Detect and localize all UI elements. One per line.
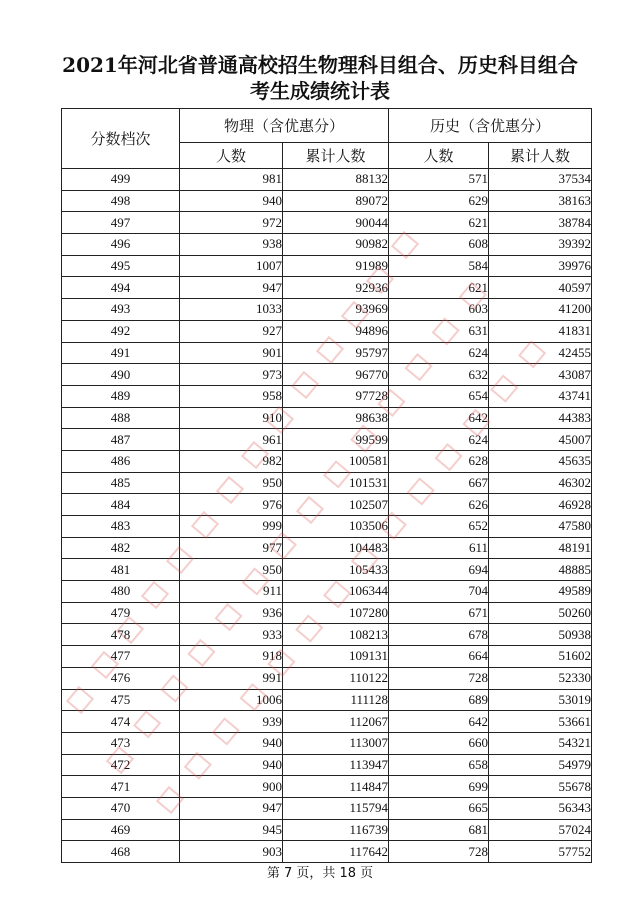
physics-cumulative-cell: 110122 [283, 667, 389, 689]
history-cumulative-cell: 53661 [489, 711, 592, 733]
physics-cumulative-cell: 92936 [283, 277, 389, 299]
history-cumulative-cell: 44383 [489, 407, 592, 429]
history-cumulative-cell: 40597 [489, 277, 592, 299]
history-count-cell: 728 [389, 667, 489, 689]
physics-count-cell: 903 [180, 841, 283, 863]
score-cell: 485 [62, 472, 180, 494]
page-footer: 第 7 页，共 18 页 [266, 866, 374, 881]
physics-count-cell: 918 [180, 646, 283, 668]
history-count-cell: 667 [389, 472, 489, 494]
history-count-cell: 665 [389, 797, 489, 819]
physics-count-cell: 927 [180, 320, 283, 342]
physics-count-cell: 936 [180, 602, 283, 624]
table-body [62, 169, 592, 863]
score-cell: 473 [62, 732, 180, 754]
table-row [62, 841, 592, 863]
score-cell: 482 [62, 537, 180, 559]
history-cumulative-cell: 52330 [489, 667, 592, 689]
physics-cumulative-cell: 100581 [283, 450, 389, 472]
physics-count-cell: 940 [180, 754, 283, 776]
table-row [62, 776, 592, 798]
physics-count-cell: 1006 [180, 689, 283, 711]
table-row [62, 494, 592, 516]
table-row [62, 537, 592, 559]
score-cell: 487 [62, 429, 180, 451]
physics-cumulative-cell: 97728 [283, 385, 389, 407]
score-cell: 480 [62, 581, 180, 603]
physics-count-cell: 981 [180, 169, 283, 191]
history-count-cell: 624 [389, 429, 489, 451]
history-cumulative-cell: 54321 [489, 732, 592, 754]
score-cell: 488 [62, 407, 180, 429]
history-cumulative-cell: 55678 [489, 776, 592, 798]
physics-count-cell: 999 [180, 516, 283, 538]
table-header-row [62, 109, 592, 143]
table-row [62, 429, 592, 451]
score-cell: 484 [62, 494, 180, 516]
score-cell: 492 [62, 320, 180, 342]
physics-cumulative-cell: 109131 [283, 646, 389, 668]
history-count-cell: 621 [389, 212, 489, 234]
score-cell: 491 [62, 342, 180, 364]
table-row [62, 516, 592, 538]
history-cumulative-cell: 41200 [489, 299, 592, 321]
score-cell: 476 [62, 667, 180, 689]
history-cumulative-cell: 37534 [489, 169, 592, 191]
history-count-cell: 628 [389, 450, 489, 472]
history-count-cell: 642 [389, 407, 489, 429]
table-row [62, 407, 592, 429]
history-cumulative-cell: 45007 [489, 429, 592, 451]
physics-header: 物理（含优惠分） [180, 109, 389, 143]
history-cumulative-cell: 56343 [489, 797, 592, 819]
history-count-cell: 689 [389, 689, 489, 711]
physics-cumulative-cell: 106344 [283, 581, 389, 603]
table-row [62, 385, 592, 407]
history-cumulative-cell: 39392 [489, 234, 592, 256]
table-row [62, 299, 592, 321]
physics-count-cell: 911 [180, 581, 283, 603]
table-row [62, 581, 592, 603]
history-count-cell: 603 [389, 299, 489, 321]
score-cell: 469 [62, 819, 180, 841]
score-cell: 496 [62, 234, 180, 256]
physics-cumulative-cell: 93969 [283, 299, 389, 321]
physics-cumulative-cell: 105433 [283, 559, 389, 581]
physics-cumulative-cell: 113007 [283, 732, 389, 754]
physics-cumulative-cell: 104483 [283, 537, 389, 559]
table-row [62, 711, 592, 733]
physics-cumulative-cell: 102507 [283, 494, 389, 516]
physics-count-cell: 961 [180, 429, 283, 451]
table-row [62, 602, 592, 624]
history-cumulative-cell: 39976 [489, 255, 592, 277]
physics-cumulative-cell: 115794 [283, 797, 389, 819]
physics-cumulative-cell: 116739 [283, 819, 389, 841]
physics-cumulative-cell: 98638 [283, 407, 389, 429]
score-cell: 475 [62, 689, 180, 711]
history-cumulative-cell: 50938 [489, 624, 592, 646]
physics-count-cell: 947 [180, 797, 283, 819]
physics-count-cell: 910 [180, 407, 283, 429]
score-header: 分数档次 [62, 109, 180, 169]
physics-cumulative-cell: 108213 [283, 624, 389, 646]
history-cumulative-cell: 46928 [489, 494, 592, 516]
history-cumulative-cell: 42455 [489, 342, 592, 364]
physics-count-cell: 939 [180, 711, 283, 733]
score-cell: 495 [62, 255, 180, 277]
physics-cumulative-cell: 88132 [283, 169, 389, 191]
history-cumulative-cell: 57024 [489, 819, 592, 841]
physics-count-cell: 991 [180, 667, 283, 689]
physics-count-cell: 982 [180, 450, 283, 472]
physics-cumulative-cell: 91989 [283, 255, 389, 277]
score-cell: 489 [62, 385, 180, 407]
physics-cumulative-cell: 107280 [283, 602, 389, 624]
physics-count-cell: 947 [180, 277, 283, 299]
history-cumulative-cell: 49589 [489, 581, 592, 603]
history-count-cell: 611 [389, 537, 489, 559]
history-count-cell: 699 [389, 776, 489, 798]
score-table [61, 108, 592, 863]
history-header: 历史（含优惠分） [389, 109, 592, 143]
history-count-cell: 652 [389, 516, 489, 538]
physics-cumulative-cell: 99599 [283, 429, 389, 451]
physics-cumulative-cell: 95797 [283, 342, 389, 364]
score-cell: 479 [62, 602, 180, 624]
physics-count-cell: 900 [180, 776, 283, 798]
history-cumulative-cell: 54979 [489, 754, 592, 776]
score-cell: 468 [62, 841, 180, 863]
score-cell: 486 [62, 450, 180, 472]
table-row [62, 754, 592, 776]
history-count-cell: 671 [389, 602, 489, 624]
table-row [62, 689, 592, 711]
history-cumulative-cell: 41831 [489, 320, 592, 342]
history-count-cell: 654 [389, 385, 489, 407]
table-row [62, 255, 592, 277]
score-cell: 483 [62, 516, 180, 538]
physics-cumulative-cell: 90982 [283, 234, 389, 256]
history-count-cell: 681 [389, 819, 489, 841]
score-cell: 470 [62, 797, 180, 819]
score-cell: 493 [62, 299, 180, 321]
table-row [62, 320, 592, 342]
score-cell: 499 [62, 169, 180, 191]
physics-cumulative-cell: 103506 [283, 516, 389, 538]
table-row [62, 667, 592, 689]
history-count-cell: 621 [389, 277, 489, 299]
physics-count-cell: 1007 [180, 255, 283, 277]
history-cumulative-cell: 57752 [489, 841, 592, 863]
history-cumulative-header: 累计人数 [489, 143, 592, 169]
physics-count-cell: 950 [180, 472, 283, 494]
table-row [62, 797, 592, 819]
history-count-cell: 629 [389, 190, 489, 212]
physics-count-cell: 901 [180, 342, 283, 364]
physics-count-cell: 976 [180, 494, 283, 516]
score-cell: 490 [62, 364, 180, 386]
document-subtitle: 考生成绩统计表 [250, 79, 390, 103]
physics-cumulative-cell: 96770 [283, 364, 389, 386]
history-cumulative-cell: 43741 [489, 385, 592, 407]
history-count-cell: 571 [389, 169, 489, 191]
history-count-cell: 678 [389, 624, 489, 646]
history-cumulative-cell: 48191 [489, 537, 592, 559]
table-row [62, 559, 592, 581]
physics-cumulative-cell: 101531 [283, 472, 389, 494]
table-row [62, 342, 592, 364]
history-count-cell: 664 [389, 646, 489, 668]
history-count-cell: 631 [389, 320, 489, 342]
history-cumulative-cell: 47580 [489, 516, 592, 538]
score-cell: 471 [62, 776, 180, 798]
history-cumulative-cell: 50260 [489, 602, 592, 624]
document-title: 2021年河北省普通高校招生物理科目组合、历史科目组合 [62, 53, 578, 77]
history-count-cell: 642 [389, 711, 489, 733]
history-count-cell: 704 [389, 581, 489, 603]
physics-cumulative-cell: 94896 [283, 320, 389, 342]
physics-cumulative-cell: 89072 [283, 190, 389, 212]
physics-count-cell: 972 [180, 212, 283, 234]
score-cell: 498 [62, 190, 180, 212]
table-row [62, 624, 592, 646]
history-count-cell: 632 [389, 364, 489, 386]
physics-count-cell: 958 [180, 385, 283, 407]
history-cumulative-cell: 51602 [489, 646, 592, 668]
score-cell: 477 [62, 646, 180, 668]
history-count-cell: 694 [389, 559, 489, 581]
physics-count-cell: 973 [180, 364, 283, 386]
score-cell: 497 [62, 212, 180, 234]
physics-count-header: 人数 [180, 143, 283, 169]
physics-count-cell: 977 [180, 537, 283, 559]
history-cumulative-cell: 46302 [489, 472, 592, 494]
table-row [62, 819, 592, 841]
history-count-cell: 658 [389, 754, 489, 776]
table-row [62, 277, 592, 299]
history-cumulative-cell: 38163 [489, 190, 592, 212]
history-count-cell: 584 [389, 255, 489, 277]
table-row [62, 472, 592, 494]
score-cell: 478 [62, 624, 180, 646]
physics-cumulative-cell: 90044 [283, 212, 389, 234]
table-row [62, 732, 592, 754]
physics-count-cell: 940 [180, 190, 283, 212]
score-cell: 474 [62, 711, 180, 733]
table-row [62, 190, 592, 212]
history-cumulative-cell: 38784 [489, 212, 592, 234]
history-count-header: 人数 [389, 143, 489, 169]
history-cumulative-cell: 43087 [489, 364, 592, 386]
score-cell: 472 [62, 754, 180, 776]
history-cumulative-cell: 53019 [489, 689, 592, 711]
table-row [62, 364, 592, 386]
history-count-cell: 728 [389, 841, 489, 863]
table-row [62, 212, 592, 234]
history-count-cell: 608 [389, 234, 489, 256]
history-count-cell: 626 [389, 494, 489, 516]
physics-cumulative-header: 累计人数 [283, 143, 389, 169]
physics-cumulative-cell: 112067 [283, 711, 389, 733]
table-row [62, 234, 592, 256]
history-cumulative-cell: 45635 [489, 450, 592, 472]
table-row [62, 450, 592, 472]
physics-count-cell: 940 [180, 732, 283, 754]
physics-count-cell: 1033 [180, 299, 283, 321]
physics-count-cell: 950 [180, 559, 283, 581]
score-cell: 481 [62, 559, 180, 581]
physics-cumulative-cell: 114847 [283, 776, 389, 798]
table-row [62, 169, 592, 191]
score-cell: 494 [62, 277, 180, 299]
history-cumulative-cell: 48885 [489, 559, 592, 581]
physics-cumulative-cell: 111128 [283, 689, 389, 711]
physics-count-cell: 945 [180, 819, 283, 841]
physics-cumulative-cell: 117642 [283, 841, 389, 863]
history-count-cell: 660 [389, 732, 489, 754]
physics-count-cell: 933 [180, 624, 283, 646]
history-count-cell: 624 [389, 342, 489, 364]
physics-count-cell: 938 [180, 234, 283, 256]
table-row [62, 646, 592, 668]
physics-cumulative-cell: 113947 [283, 754, 389, 776]
